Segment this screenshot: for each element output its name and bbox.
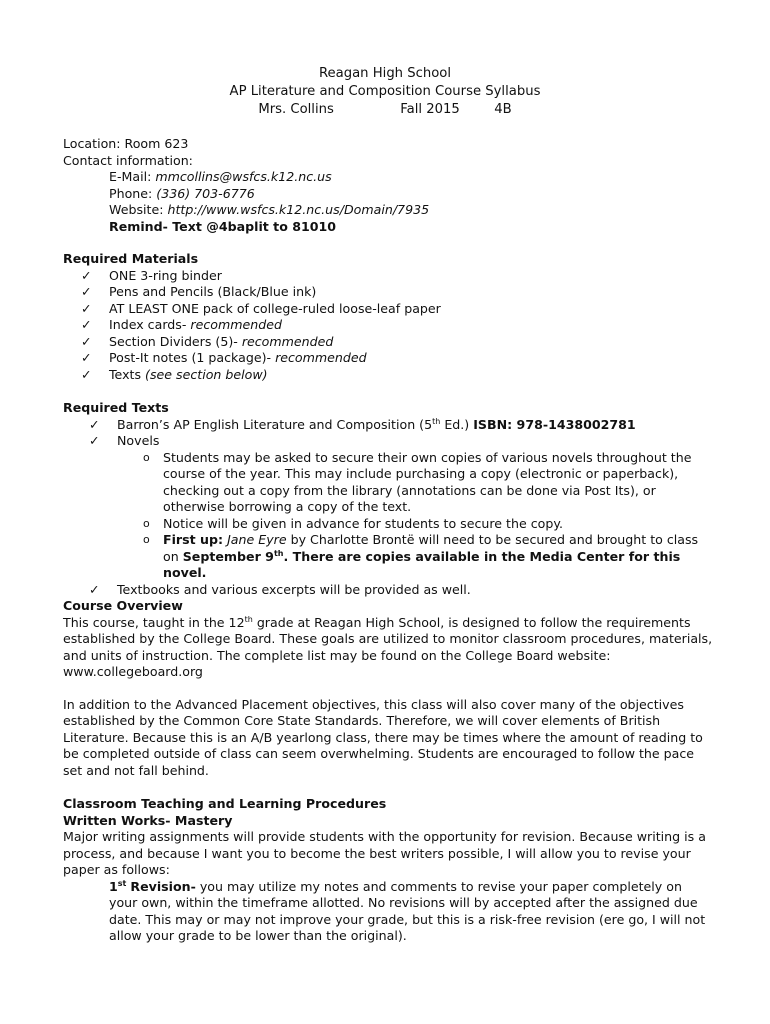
contact-label: Contact information: xyxy=(63,152,193,168)
email-link[interactable]: mmcollins@wsfcs.k12.nc.us xyxy=(155,169,332,184)
block-code: 4B xyxy=(494,102,512,117)
materials-item: ✓ Index cards- recommended xyxy=(63,317,713,334)
remind-line: Remind- Text @4baplit to 81010 xyxy=(109,218,337,234)
novel-note: o Notice will be given in advance for students to secure the copy. xyxy=(63,516,713,533)
teacher-name: Mrs. Collins xyxy=(258,102,334,117)
phone-line: Phone: (336) 703-6776 xyxy=(109,185,255,201)
phone-number: (336) 703-6776 xyxy=(156,185,255,201)
materials-item: ✓ Section Dividers (5)- recommended xyxy=(63,334,713,351)
procedures-title: Classroom Teaching and Learning Procedures xyxy=(63,796,387,811)
materials-item: ✓ ONE 3-ring binder xyxy=(63,268,713,285)
teacher-term-line xyxy=(0,101,770,119)
texts-item-novels: ✓ Novels xyxy=(63,433,713,450)
materials-item: ✓ AT LEAST ONE pack of college-ruled loose-leaf paper xyxy=(63,301,713,318)
overview-paragraph-1: This course, taught in the 12th grade at Reagan High School, is designed to follow the requirements established by the College Board. These goals are utilized to monitor classroom procedures, materials, and units of instruction. The complete list may be found on the College Board website: www.collegeboard.org xyxy=(63,614,713,679)
materials-title: Required Materials xyxy=(63,251,199,266)
materials-section xyxy=(63,251,713,383)
email-line: E-Mail: mmcollins@wsfcs.k12.nc.us xyxy=(109,169,332,184)
first-up-note: o First up: Jane Eyre by Charlotte Brontë will need to be secured and brought to class on September 9th. There are copies available in the Media Center for this novel. xyxy=(63,532,713,582)
contact-section xyxy=(63,136,713,235)
website-line: Website: http://www.wsfcs.k12.nc.us/Domain/7935 xyxy=(109,202,430,217)
texts-title: Required Texts xyxy=(63,400,169,415)
texts-item-textbooks: ✓ Textbooks and various excerpts will be provided as well. xyxy=(63,582,713,599)
procedures-subtitle: Written Works- Mastery xyxy=(63,812,233,828)
overview-paragraph-2: In addition to the Advanced Placement objectives, this class will also cover many of the objectives established by the Common Core State Standards. Therefore, we will cover elements of British Literature. Because this is an A/B yearlong class, there may be times where the amount of reading to be completed outside of class can seem overwhelming. Students are encouraged to follow the pace set and not fall behind. xyxy=(63,696,703,778)
materials-item: ✓ Pens and Pencils (Black/Blue ink) xyxy=(63,284,713,301)
course-title: AP Literature and Composition Course Syllabus xyxy=(229,84,541,99)
procedures-section xyxy=(63,796,713,945)
location: Location: Room 623 xyxy=(63,136,189,151)
texts-section xyxy=(63,400,713,598)
materials-item: ✓ Texts (see section below) xyxy=(63,367,713,384)
procedures-paragraph: Major writing assignments will provide students with the opportunity for revision. Because writing is a process, and because I want you to become the best writers possible, I will allow you to revise your paper as follows: xyxy=(63,829,706,877)
texts-item-barrons: ✓ Barron’s AP English Literature and Composition (5th Ed.) ISBN: 978-1438002781 xyxy=(63,417,713,434)
materials-item: ✓ Post-It notes (1 package)- recommended xyxy=(63,350,713,367)
document-header xyxy=(0,65,770,119)
term: Fall 2015 xyxy=(400,102,460,117)
isbn: ISBN: 978-1438002781 xyxy=(473,416,636,432)
overview-title: Course Overview xyxy=(63,598,183,613)
website-link[interactable]: http://www.wsfcs.k12.nc.us/Domain/7935 xyxy=(167,202,430,217)
novel-note: o Students may be asked to secure their own copies of various novels throughout the course of the year. This may include purchasing a copy (electronic or paperback), checking out a copy from the library (annotations can be done via Post Its), or otherwise borrowing a copy of the text. xyxy=(63,450,713,516)
school-name: Reagan High School xyxy=(318,66,452,81)
overview-section xyxy=(63,598,713,779)
first-revision: 1st Revision- you may utilize my notes and comments to revise your paper completely on your own, within the timeframe allotted. No revisions will by accepted after the assigned due date. This may or may not improve your grade, but this is a risk-free revision (ere go, I will not allow your grade to be lower than the original). xyxy=(109,878,706,943)
